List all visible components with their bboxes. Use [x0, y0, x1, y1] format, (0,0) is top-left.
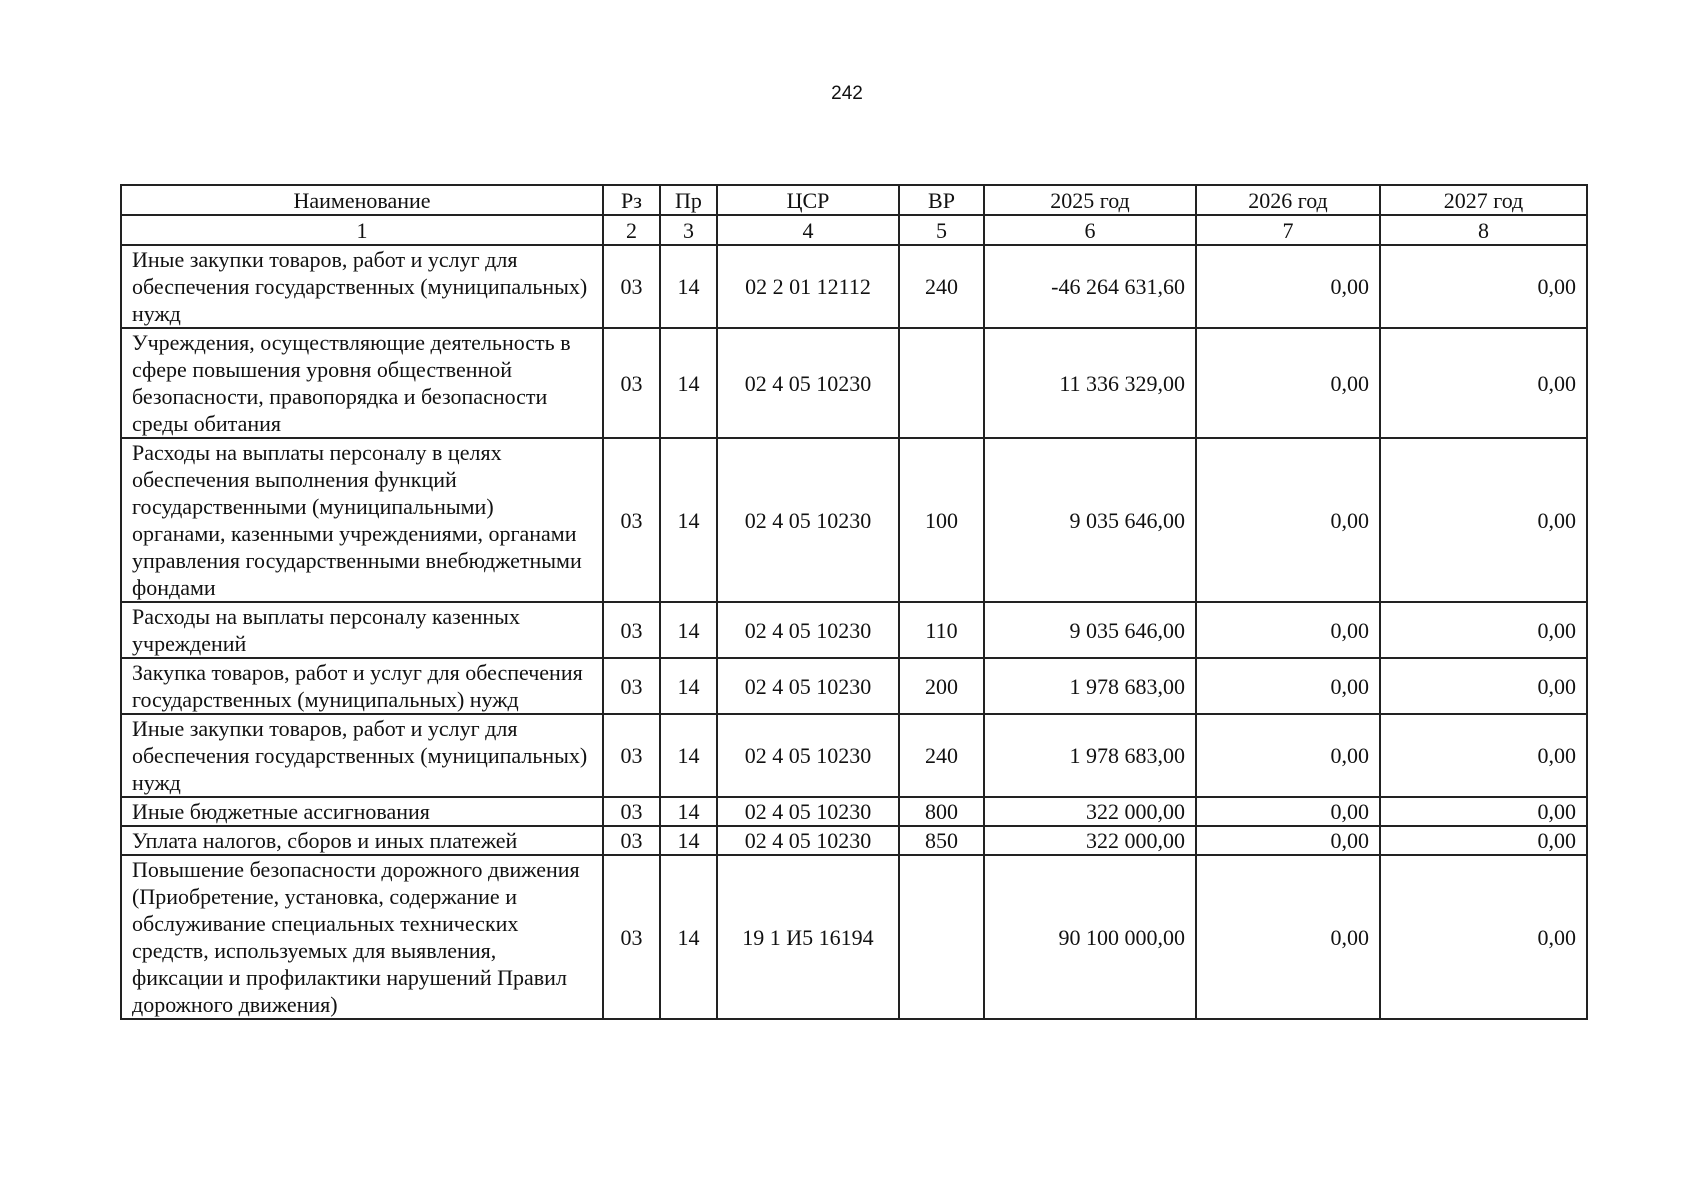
header-csr: ЦСР [717, 185, 899, 215]
header-2026: 2026 год [1196, 185, 1380, 215]
header-name: Наименование [121, 185, 603, 215]
row-2025: 322 000,00 [984, 797, 1196, 826]
table-row [121, 602, 1587, 658]
column-number: 3 [660, 215, 717, 245]
row-rz: 03 [603, 714, 660, 797]
row-2025: 1 978 683,00 [984, 714, 1196, 797]
row-2026: 0,00 [1196, 602, 1380, 658]
row-name: Уплата налогов, сборов и иных платежей [121, 826, 603, 855]
row-csr: 19 1 И5 16194 [717, 855, 899, 1019]
row-rz: 03 [603, 438, 660, 602]
row-pr: 14 [660, 826, 717, 855]
column-number: 8 [1380, 215, 1587, 245]
row-csr: 02 4 05 10230 [717, 658, 899, 714]
row-2027: 0,00 [1380, 245, 1587, 328]
row-pr: 14 [660, 245, 717, 328]
row-2027: 0,00 [1380, 714, 1587, 797]
row-csr: 02 4 05 10230 [717, 602, 899, 658]
row-vr: 240 [899, 245, 984, 328]
table-row [121, 245, 1587, 328]
row-2026: 0,00 [1196, 328, 1380, 438]
row-pr: 14 [660, 328, 717, 438]
row-name: Иные закупки товаров, работ и услуг для обеспечения государственных (муниципальных) нужд [121, 245, 603, 328]
column-number-row [121, 215, 1587, 245]
row-2027: 0,00 [1380, 797, 1587, 826]
row-name: Закупка товаров, работ и услуг для обеспечения государственных (муниципальных) нужд [121, 658, 603, 714]
row-2025: 90 100 000,00 [984, 855, 1196, 1019]
row-2025: 322 000,00 [984, 826, 1196, 855]
row-rz: 03 [603, 602, 660, 658]
row-pr: 14 [660, 602, 717, 658]
table-row [121, 328, 1587, 438]
row-2027: 0,00 [1380, 328, 1587, 438]
row-2026: 0,00 [1196, 438, 1380, 602]
row-2027: 0,00 [1380, 602, 1587, 658]
row-vr [899, 328, 984, 438]
header-vr: ВР [899, 185, 984, 215]
row-2026: 0,00 [1196, 245, 1380, 328]
row-2025: 11 336 329,00 [984, 328, 1196, 438]
row-csr: 02 4 05 10230 [717, 797, 899, 826]
row-rz: 03 [603, 658, 660, 714]
table-row [121, 826, 1587, 855]
row-csr: 02 4 05 10230 [717, 826, 899, 855]
row-rz: 03 [603, 826, 660, 855]
row-2027: 0,00 [1380, 438, 1587, 602]
row-2027: 0,00 [1380, 658, 1587, 714]
column-number: 1 [121, 215, 603, 245]
row-name: Иные закупки товаров, работ и услуг для обеспечения государственных (муниципальных) нужд [121, 714, 603, 797]
column-number: 5 [899, 215, 984, 245]
row-2025: 9 035 646,00 [984, 602, 1196, 658]
row-name: Расходы на выплаты персоналу в целях обеспечения выполнения функций государственными (муниципальными) органами, казенными учреждениями, органами управления государственными внебюджетными фондами [121, 438, 603, 602]
row-2026: 0,00 [1196, 797, 1380, 826]
column-number: 6 [984, 215, 1196, 245]
row-pr: 14 [660, 855, 717, 1019]
row-2026: 0,00 [1196, 714, 1380, 797]
row-vr: 100 [899, 438, 984, 602]
row-pr: 14 [660, 438, 717, 602]
row-vr: 850 [899, 826, 984, 855]
row-vr: 800 [899, 797, 984, 826]
row-pr: 14 [660, 797, 717, 826]
row-2026: 0,00 [1196, 826, 1380, 855]
table-row [121, 714, 1587, 797]
row-name: Повышение безопасности дорожного движения (Приобретение, установка, содержание и обслуживание специальных технических средств, используемых для выявления, фиксации и профилактики нарушений Правил дорожного движения) [121, 855, 603, 1019]
row-rz: 03 [603, 245, 660, 328]
header-row [121, 185, 1587, 215]
row-rz: 03 [603, 328, 660, 438]
row-2027: 0,00 [1380, 826, 1587, 855]
table-row [121, 438, 1587, 602]
header-2025: 2025 год [984, 185, 1196, 215]
table-row [121, 797, 1587, 826]
row-2025: 1 978 683,00 [984, 658, 1196, 714]
row-pr: 14 [660, 714, 717, 797]
row-vr: 240 [899, 714, 984, 797]
row-name: Иные бюджетные ассигнования [121, 797, 603, 826]
header-2027: 2027 год [1380, 185, 1587, 215]
row-vr: 110 [899, 602, 984, 658]
row-name: Учреждения, осуществляющие деятельность в сфере повышения уровня общественной безопасности, правопорядка и безопасности среды обитания [121, 328, 603, 438]
row-rz: 03 [603, 855, 660, 1019]
budget-table [120, 184, 1588, 1020]
table-row [121, 855, 1587, 1019]
row-pr: 14 [660, 658, 717, 714]
row-2025: 9 035 646,00 [984, 438, 1196, 602]
table-row [121, 658, 1587, 714]
row-2026: 0,00 [1196, 855, 1380, 1019]
header-rz: Рз [603, 185, 660, 215]
row-vr [899, 855, 984, 1019]
row-rz: 03 [603, 797, 660, 826]
row-2026: 0,00 [1196, 658, 1380, 714]
row-vr: 200 [899, 658, 984, 714]
row-csr: 02 4 05 10230 [717, 438, 899, 602]
row-2027: 0,00 [1380, 855, 1587, 1019]
row-csr: 02 2 01 12112 [717, 245, 899, 328]
page-number: 242 [831, 83, 863, 104]
row-csr: 02 4 05 10230 [717, 328, 899, 438]
row-2025: -46 264 631,60 [984, 245, 1196, 328]
column-number: 4 [717, 215, 899, 245]
row-csr: 02 4 05 10230 [717, 714, 899, 797]
header-pr: Пр [660, 185, 717, 215]
row-name: Расходы на выплаты персоналу казенных учреждений [121, 602, 603, 658]
column-number: 7 [1196, 215, 1380, 245]
column-number: 2 [603, 215, 660, 245]
